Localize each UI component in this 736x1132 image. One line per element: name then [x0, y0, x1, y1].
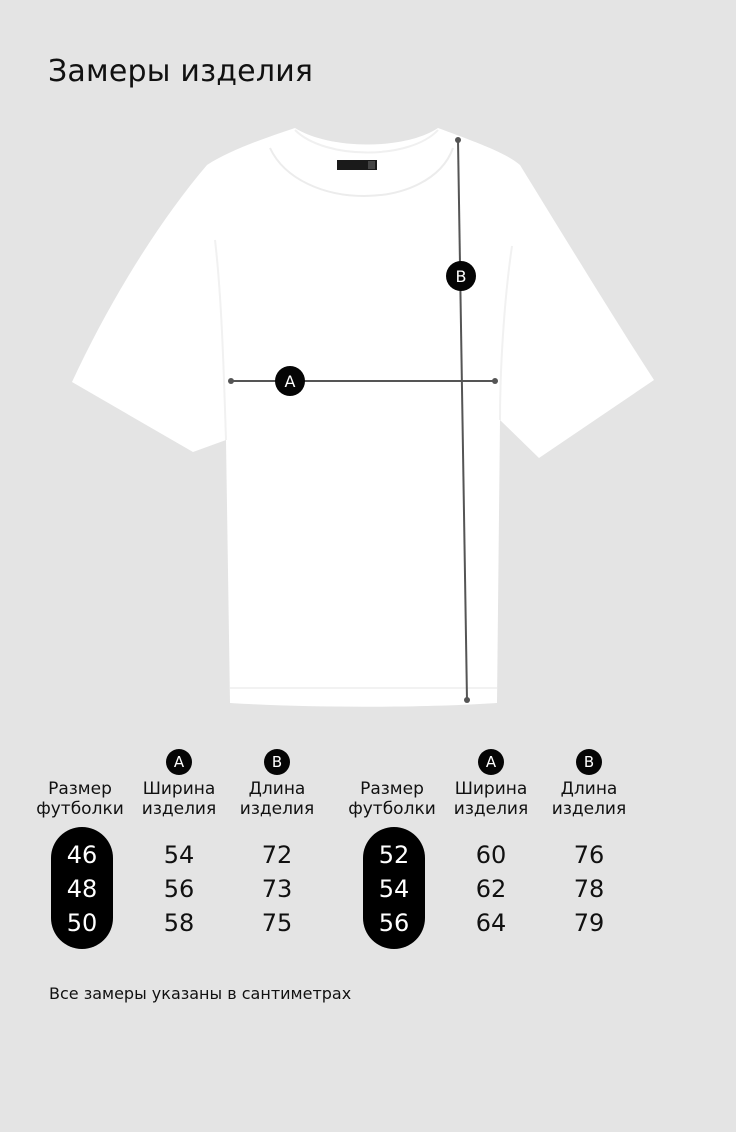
length-column	[540, 745, 638, 937]
width-values	[442, 838, 540, 940]
size-header-line1: Размер	[360, 779, 424, 799]
column-b-badge: B	[576, 749, 602, 775]
length-value: 76	[573, 841, 605, 869]
size-values	[342, 838, 442, 940]
length-header-line1: Длина	[560, 779, 618, 799]
size-value: 54	[378, 875, 410, 903]
length-header	[540, 779, 638, 819]
width-values	[130, 838, 228, 940]
length-values	[540, 838, 638, 940]
marker-a-letter: A	[284, 372, 296, 391]
length-header-line2: изделия	[551, 799, 627, 819]
page-title: Замеры изделия	[48, 54, 314, 89]
units-note: Все замеры указаны в сантиметрах	[49, 984, 352, 1003]
size-value: 46	[66, 841, 98, 869]
measure-a-endpoint-right	[492, 378, 498, 384]
length-value: 75	[261, 909, 293, 937]
width-value: 58	[163, 909, 195, 937]
size-values	[30, 838, 130, 940]
size-value: 52	[378, 841, 410, 869]
size-header-line1: Размер	[48, 779, 112, 799]
measure-b-endpoint-bottom	[464, 697, 470, 703]
width-header	[442, 779, 540, 819]
width-value: 62	[475, 875, 507, 903]
length-values	[228, 838, 326, 940]
measure-a-endpoint-left	[228, 378, 234, 384]
marker-b-letter: B	[455, 267, 467, 286]
length-column	[228, 745, 326, 937]
width-header-line1: Ширина	[142, 779, 216, 799]
width-value: 60	[475, 841, 507, 869]
size-header	[30, 779, 130, 819]
length-header-line1: Длина	[248, 779, 306, 799]
size-value: 48	[66, 875, 98, 903]
width-value: 64	[475, 909, 507, 937]
length-value: 72	[261, 841, 293, 869]
column-a-badge: A	[478, 749, 504, 775]
width-header-line1: Ширина	[454, 779, 528, 799]
width-header-line2: изделия	[141, 799, 217, 819]
length-value: 73	[261, 875, 293, 903]
size-value: 56	[378, 909, 410, 937]
size-header	[342, 779, 442, 819]
length-header-line2: изделия	[239, 799, 315, 819]
width-header-line2: изделия	[453, 799, 529, 819]
width-value: 54	[163, 841, 195, 869]
column-a-badge: A	[166, 749, 192, 775]
tshirt-shape	[72, 128, 654, 707]
length-value: 79	[573, 909, 605, 937]
width-column	[442, 745, 540, 937]
size-table-left	[30, 745, 330, 955]
width-value: 56	[163, 875, 195, 903]
column-b-badge: B	[264, 749, 290, 775]
width-header	[130, 779, 228, 819]
length-value: 78	[573, 875, 605, 903]
size-value: 50	[66, 909, 98, 937]
size-table-right	[342, 745, 642, 955]
brand-label-size	[368, 161, 375, 169]
width-column	[130, 745, 228, 937]
size-header-line2: футболки	[348, 799, 436, 819]
size-header-line2: футболки	[36, 799, 124, 819]
length-header	[228, 779, 326, 819]
measure-b-endpoint-top	[455, 137, 461, 143]
